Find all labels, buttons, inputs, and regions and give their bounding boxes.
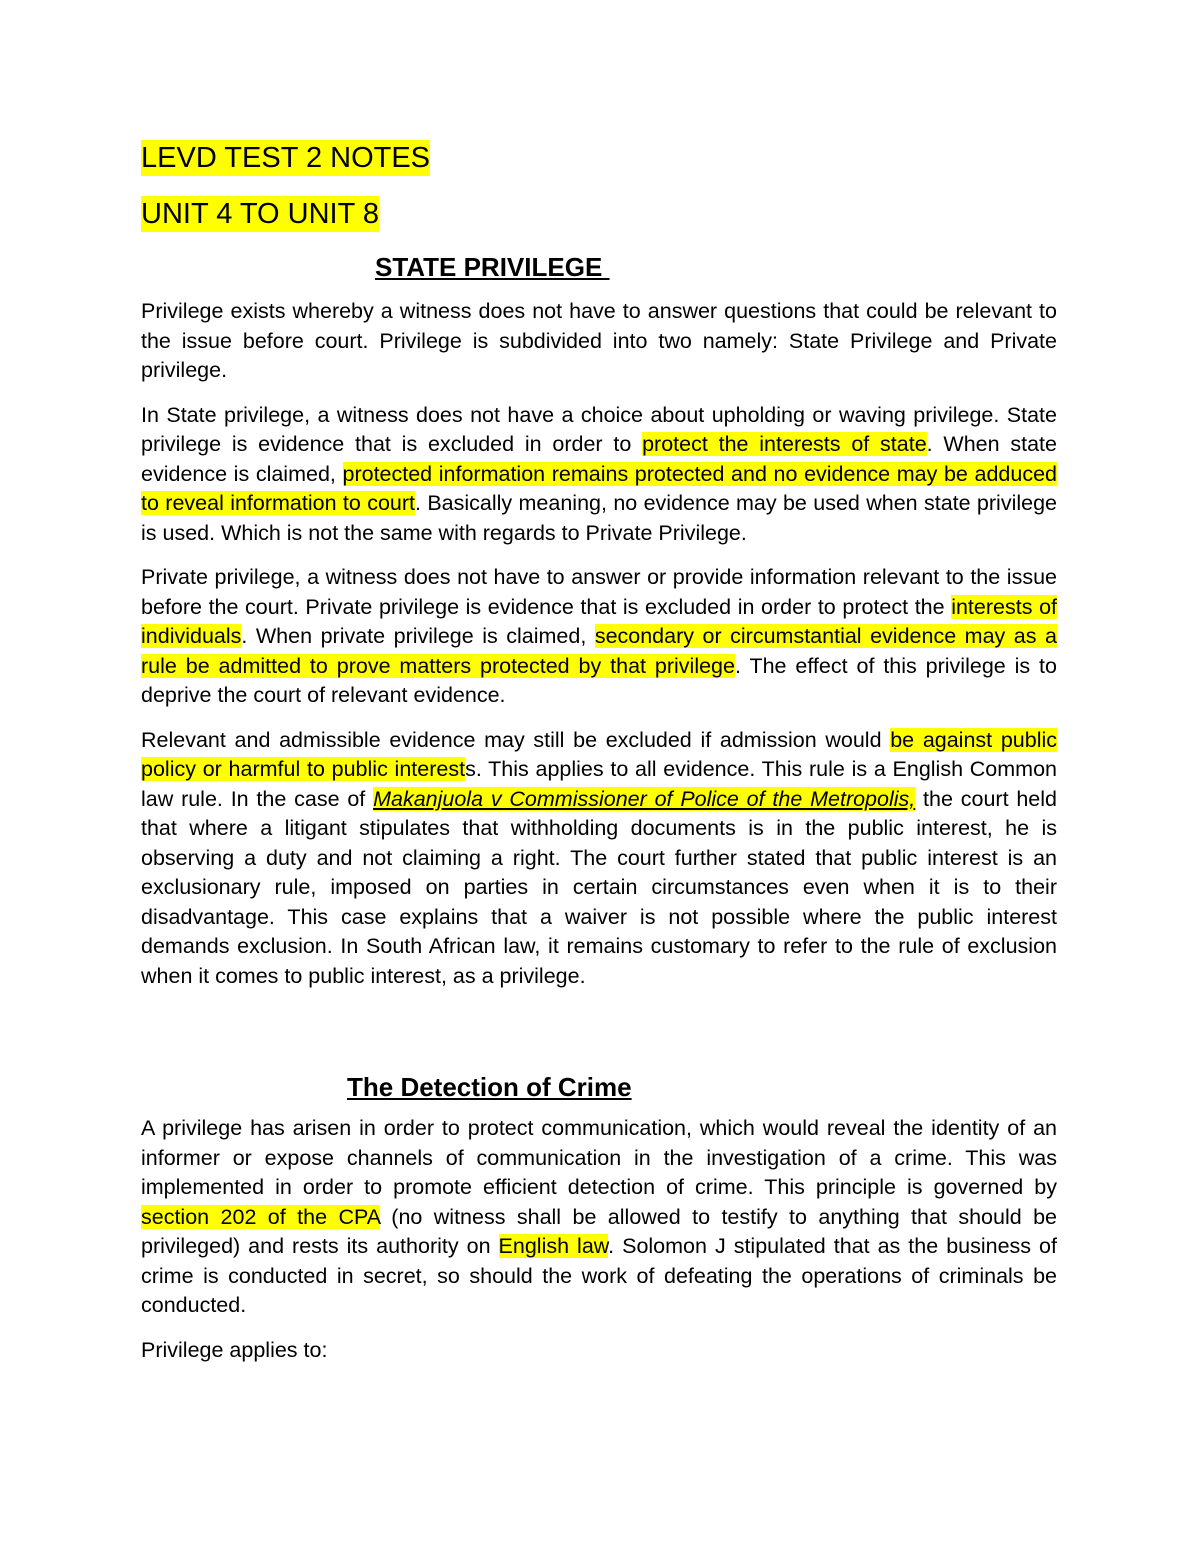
text-run: Private privilege, a witness does not have to answer or provide information relevant to the issue before the court. Private privilege is evidence that is excluded in order to protect the [141, 565, 1057, 619]
paragraph-privilege-definition: Privilege exists whereby a witness does not have to answer questions that could be relevant to the issue before court. Privilege is subdivided into two namely: State Privilege and Private privilege. [141, 299, 1057, 382]
highlighted-text: protect the interests of state [642, 432, 927, 456]
highlighted-text: protected information remains protected and no evidence may be adduced to reveal information to court [141, 461, 1057, 515]
highlighted-text: interests of individuals [141, 594, 1057, 648]
text-run: s. This applies to all evidence. This rule is a English Common law rule. In the case of [141, 757, 1057, 811]
text-run: In State privilege, a witness does not have a choice about upholding or waving privilege. State privilege is evidence that is excluded in order to [141, 402, 1057, 456]
text-run: . When private privilege is claimed, [241, 624, 595, 648]
document-subtitle: UNIT 4 TO UNIT 8 [141, 198, 379, 230]
document-title: LEVD TEST 2 NOTES [141, 142, 431, 174]
highlighted-text: English law [498, 1234, 609, 1258]
paragraph-detection-of-crime [141, 1114, 1057, 1321]
highlighted-text: be against public policy or harmful to public interest [141, 727, 1057, 781]
heading-text: The Detection of Crime [347, 1072, 632, 1102]
highlighted-text: section 202 of the CPA [141, 1204, 380, 1229]
paragraph-private-privilege [141, 563, 1057, 711]
heading-text: STATE PRIVILEGE [375, 252, 610, 282]
text-run: (no witness shall be allowed to testify to anything that should be privileged) and rests its authority on [141, 1204, 1057, 1258]
section-heading-state-privilege [141, 251, 1057, 283]
text-run: A privilege has arisen in order to protect communication, which would reveal the identity of an informer or expose channels of communication in the investigation of a crime. This was implemented in order to promote efficient detection of crime. This principle is governed by [141, 1116, 1057, 1199]
paragraph-privilege-applies: Privilege applies to: [141, 1337, 328, 1362]
text-run: . Solomon J stipulated that as the business of crime is conducted in secret, so should the work of defeating the operations of criminals be conducted. [141, 1234, 1057, 1317]
document-page [141, 140, 1057, 1365]
text-run: the court held that where a litigant stipulates that withholding documents is in the public interest, he is observing a duty and not claiming a right. The court further stated that public interest is an exclusionary rule, imposed on parties in certain circumstances even when it is to their disadvantage. This case explains that a waiver is not possible where the public interest demands exclusion. In South African law, it remains customary to refer to the rule of exclusion when it comes to public interest, as a privilege. [141, 786, 1057, 988]
highlighted-text: secondary or circumstantial evidence may as a rule be admitted to prove matters protected by that privilege [141, 624, 1057, 678]
text-run: . When state evidence is claimed, [141, 432, 1057, 486]
text-run: . The effect of this privilege is to deprive the court of relevant evidence. [141, 653, 1057, 707]
text-run: Relevant and admissible evidence may still be excluded if admission would [141, 727, 891, 752]
paragraph-state-privilege [141, 401, 1057, 549]
section-heading-detection-of-crime [141, 1071, 1057, 1103]
case-citation: Makanjuola v Commissioner of Police of the Metropolis, [373, 786, 916, 811]
text-run: . Basically meaning, no evidence may be used when state privilege is used. Which is not the same with regards to Private Privilege. [141, 491, 1058, 545]
paragraph-public-policy [141, 726, 1057, 992]
